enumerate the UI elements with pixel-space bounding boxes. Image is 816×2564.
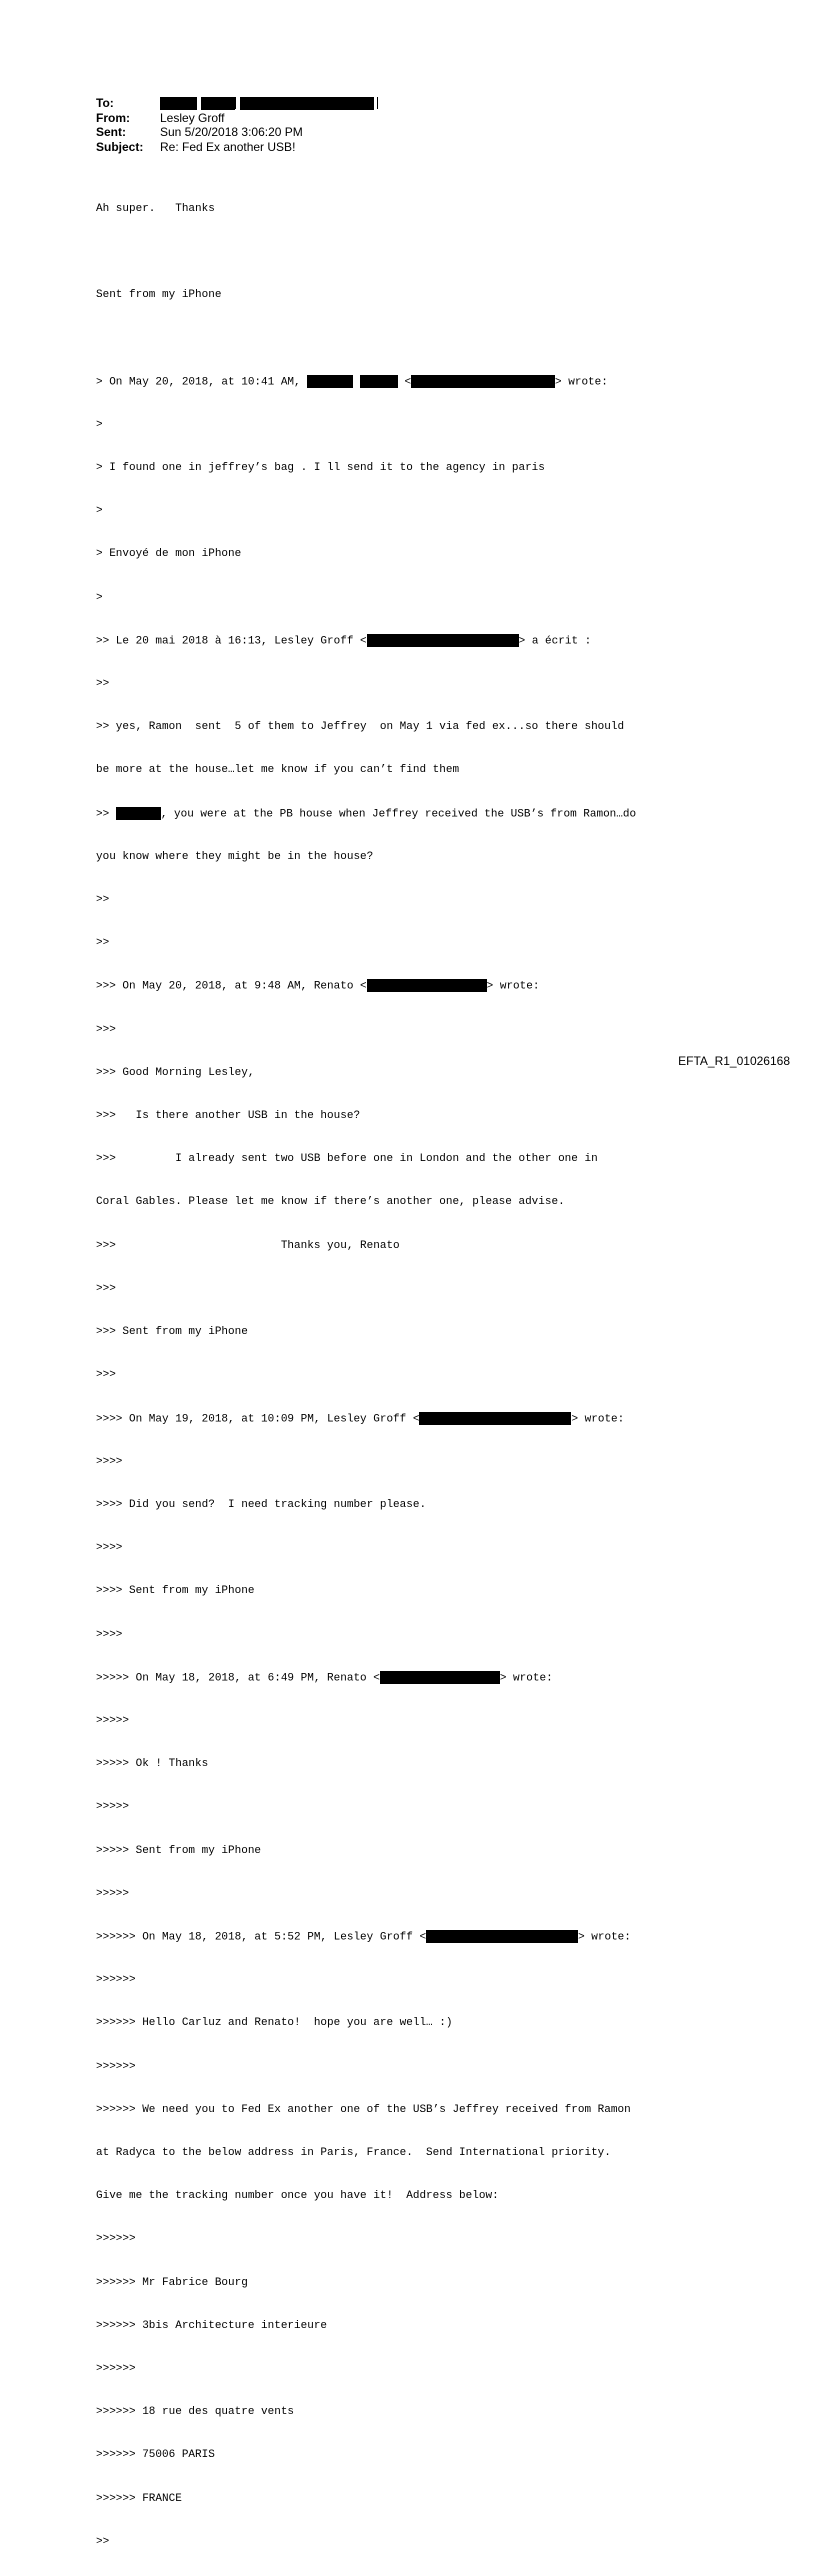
body-line: >>>	[96, 1282, 116, 1295]
body-line: you know where they might be in the house?	[96, 850, 374, 863]
body-line: >>> I already sent two USB before one in London and the other one in	[96, 1153, 598, 1166]
document-id: EFTA_R1_01026168	[678, 1054, 790, 1068]
redaction-box	[240, 97, 374, 110]
body-line: >>> Thanks you, Renato	[96, 1239, 400, 1252]
redaction-box	[160, 97, 197, 110]
line-text: >> Le 20 mai 2018 à 16:13, Lesley Groff <	[96, 635, 367, 648]
body-line	[96, 245, 636, 259]
from-label: From:	[96, 110, 130, 125]
body-line: Sent from my iPhone	[96, 289, 222, 302]
body-line: >>	[96, 937, 110, 950]
body-line: >>>>>>	[96, 2060, 136, 2073]
sent-value: Sun 5/20/2018 3:06:20 PM	[160, 125, 303, 139]
line-text: > a écrit :	[518, 635, 592, 648]
line-text: > On May 20, 2018, at 10:41 AM,	[96, 376, 308, 389]
body-line: >> yes, Ramon sent 5 of them to Jeffrey on May 1 via fed ex...so there should	[96, 721, 625, 734]
body-line: >>>>>> 75006 PARIS	[96, 2449, 215, 2462]
body-line: >>>	[96, 1023, 116, 1036]
body-line: >>>>	[96, 1628, 123, 1641]
body-line: >>>	[96, 1369, 116, 1382]
to-label: To:	[96, 96, 114, 110]
line-text: > wrote:	[578, 1931, 631, 1944]
redaction-box	[360, 375, 398, 388]
body-line	[96, 1671, 636, 1685]
from-value: Lesley Groff	[160, 110, 225, 125]
body-line: >>>>>> 18 rue des quatre vents	[96, 2406, 295, 2419]
sent-label: Sent:	[96, 125, 126, 139]
body-line	[96, 331, 636, 345]
body-line	[96, 634, 636, 648]
line-text: >>>>>> On May 18, 2018, at 5:52 PM, Lesley Groff <	[96, 1931, 427, 1944]
line-text: > wrote:	[486, 980, 540, 993]
body-line: >>>>>> Hello Carluz and Renato! hope you are well… :)	[96, 2017, 453, 2030]
sent-row	[96, 125, 378, 140]
body-line: >>>> Did you send? I need tracking number please.	[96, 1498, 427, 1511]
body-line: be more at the house…let me know if you can’t find them	[96, 764, 460, 777]
line-text: >>> On May 20, 2018, at 9:48 AM, Renato <	[96, 980, 367, 993]
subject-label: Subject:	[96, 139, 144, 154]
body-line: >>>>>> FRANCE	[96, 2492, 182, 2505]
body-line: >>>>> Ok ! Thanks	[96, 1758, 209, 1771]
body-line: >>>>>> 3bis Architecture interieure	[96, 2319, 328, 2332]
body-line	[96, 979, 636, 993]
body-line	[96, 375, 636, 389]
to-row	[96, 96, 378, 111]
body-line: >	[96, 505, 103, 518]
body-line: >>>>>>	[96, 1974, 136, 1987]
body-line: >>>>>> We need you to Fed Ex another one of the USB’s Jeffrey received from Ramon	[96, 2103, 631, 2116]
body-line: >>	[96, 2535, 110, 2548]
redaction-box	[201, 97, 235, 110]
line-text: > wrote:	[571, 1412, 625, 1425]
redaction-box	[380, 1671, 500, 1684]
body-line	[96, 807, 636, 821]
body-line: >>>>>>	[96, 2362, 136, 2375]
line-text: >>	[96, 808, 116, 821]
line-text: > wrote:	[499, 1672, 553, 1685]
body-line: > I found one in jeffrey’s bag . I ll send it to the agency in paris	[96, 462, 545, 475]
bracket-mark	[374, 97, 378, 109]
redaction-box	[307, 375, 353, 388]
redaction-box	[419, 1412, 571, 1425]
body-line: >>>>>	[96, 1801, 130, 1814]
body-line: >>>>> Sent from my iPhone	[96, 1844, 262, 1857]
redaction-box	[367, 634, 519, 647]
body-line: >	[96, 591, 103, 604]
email-header	[96, 96, 378, 154]
body-line: >>>>>	[96, 1714, 130, 1727]
body-line: >	[96, 418, 103, 431]
redaction-box	[426, 1930, 578, 1943]
line-text: > wrote:	[555, 376, 608, 389]
line-text: >>>> On May 19, 2018, at 10:09 PM, Lesley Groff <	[96, 1412, 420, 1425]
body-line: at Radyca to the below address in Paris, France. Send International priority.	[96, 2146, 611, 2159]
redaction-box	[411, 375, 555, 388]
body-line: >>	[96, 678, 110, 691]
body-line: >>>>>> Mr Fabrice Bourg	[96, 2276, 248, 2289]
redaction-box	[367, 979, 487, 992]
body-line	[96, 1930, 636, 1944]
email-body	[96, 173, 636, 2564]
subject-value: Re: Fed Ex another USB!	[160, 139, 296, 154]
line-text: >>>>> On May 18, 2018, at 6:49 PM, Renato <	[96, 1672, 380, 1685]
body-line: >>> Good Morning Lesley,	[96, 1066, 255, 1079]
body-line	[96, 1412, 636, 1426]
body-line: >>>>	[96, 1542, 123, 1555]
line-text: , you were at the PB house when Jeffrey received the USB’s from Ramon…do	[160, 808, 637, 821]
body-line: >>>>>>	[96, 2233, 136, 2246]
body-line: >>>>	[96, 1455, 123, 1468]
body-line: >>>>>	[96, 1887, 130, 1900]
subject-row	[96, 140, 378, 155]
body-line: >>> Sent from my iPhone	[96, 1326, 248, 1339]
body-line: >>	[96, 894, 110, 907]
body-line: Ah super. Thanks	[96, 202, 215, 215]
redaction-box	[116, 807, 161, 820]
from-row	[96, 111, 378, 126]
body-line: >>> Is there another USB in the house?	[96, 1110, 361, 1123]
body-line: >>>> Sent from my iPhone	[96, 1585, 255, 1598]
body-line: Give me the tracking number once you have it! Address below:	[96, 2190, 499, 2203]
body-line: > Envoyé de mon iPhone	[96, 548, 242, 561]
line-text: <	[397, 376, 412, 389]
body-line: Coral Gables. Please let me know if there’s another one, please advise.	[96, 1196, 565, 1209]
